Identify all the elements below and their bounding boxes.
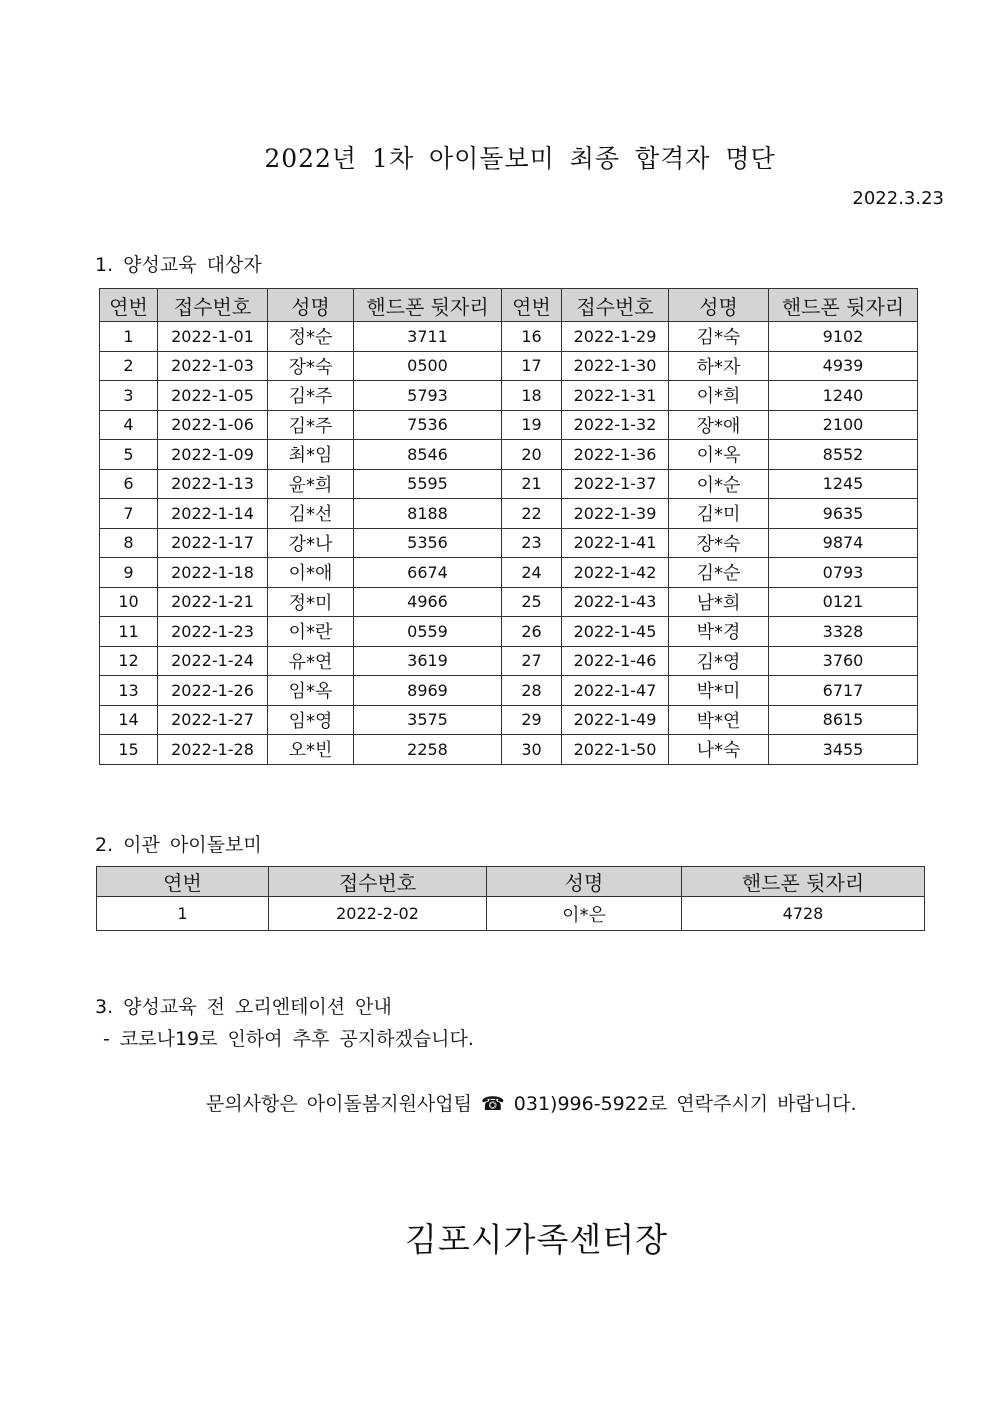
table-cell: 2022-1-39 [562,499,669,529]
table-cell: 이*란 [268,617,354,647]
table-cell: 이*옥 [669,440,769,470]
column-header: 성명 [268,289,354,322]
table-cell: 2022-1-28 [158,735,268,765]
table-cell: 정*미 [268,587,354,617]
table-cell: 장*숙 [669,528,769,558]
table-cell: 장*숙 [268,351,354,381]
table-cell: 3575 [354,705,502,735]
table-cell: 7 [100,499,158,529]
table-cell: 5356 [354,528,502,558]
table-cell: 0559 [354,617,502,647]
table-cell: 1 [100,322,158,352]
table-cell: 4728 [682,897,925,931]
table-cell: 0500 [354,351,502,381]
table-row [100,705,918,735]
table-cell: 2022-1-21 [158,587,268,617]
table-cell: 김*순 [669,558,769,588]
table-cell: 14 [100,705,158,735]
table-cell: 최*임 [268,440,354,470]
table-row [100,499,918,529]
table-cell: 5 [100,440,158,470]
table-cell: 5595 [354,469,502,499]
table-cell: 2022-1-13 [158,469,268,499]
table-cell: 7536 [354,410,502,440]
table-row [100,410,918,440]
section1-heading: 1. 양성교육 대상자 [95,254,262,276]
table-cell: 2022-1-29 [562,322,669,352]
phone-icon: ☎ [481,1093,505,1115]
column-header: 연번 [97,867,269,897]
table-cell: 21 [502,469,562,499]
table-cell: 22 [502,499,562,529]
table-cell: 2100 [769,410,918,440]
column-header: 성명 [669,289,769,322]
table-row [100,351,918,381]
table-cell: 9635 [769,499,918,529]
table-cell: 이*순 [669,469,769,499]
table-cell: 0121 [769,587,918,617]
table-cell: 2022-1-18 [158,558,268,588]
table-cell: 남*희 [669,587,769,617]
table-cell: 8546 [354,440,502,470]
table-cell: 2022-1-03 [158,351,268,381]
table-cell: 19 [502,410,562,440]
column-header: 접수번호 [562,289,669,322]
contact-line [206,1089,857,1116]
table-cell: 임*영 [268,705,354,735]
table-cell: 8552 [769,440,918,470]
table-row [100,469,918,499]
table-row [100,617,918,647]
table-cell: 2022-1-31 [562,381,669,411]
table-cell: 박*미 [669,676,769,706]
table-cell: 2022-1-27 [158,705,268,735]
table-cell: 4966 [354,587,502,617]
table-cell: 강*나 [268,528,354,558]
table-cell: 이*희 [669,381,769,411]
table-cell: 2022-1-05 [158,381,268,411]
table-cell: 2022-1-43 [562,587,669,617]
table-cell: 30 [502,735,562,765]
table-cell: 2022-1-09 [158,440,268,470]
table-cell: 2258 [354,735,502,765]
table-row [100,676,918,706]
table-cell: 하*자 [669,351,769,381]
table-row [100,322,918,352]
table-cell: 18 [502,381,562,411]
table-cell: 16 [502,322,562,352]
table-cell: 김*영 [669,646,769,676]
table-cell: 28 [502,676,562,706]
table-cell: 17 [502,351,562,381]
table-cell: 25 [502,587,562,617]
table-cell: 5793 [354,381,502,411]
table-cell: 26 [502,617,562,647]
table-cell: 9 [100,558,158,588]
table-cell: 2022-1-17 [158,528,268,558]
table-cell: 나*숙 [669,735,769,765]
table-row [100,587,918,617]
table-cell: 29 [502,705,562,735]
table-cell: 3711 [354,322,502,352]
section2-heading: 2. 이관 아이돌보미 [95,834,262,856]
table-cell: 박*연 [669,705,769,735]
table-cell: 장*애 [669,410,769,440]
contact-prefix: 문의사항은 아이돌봄지원사업팀 [206,1093,472,1115]
document-date: 2022.3.23 [852,188,944,209]
table-cell: 4 [100,410,158,440]
table-cell: 11 [100,617,158,647]
column-header: 핸드폰 뒷자리 [354,289,502,322]
table-row [100,440,918,470]
table-cell: 2022-2-02 [269,897,487,931]
table-cell: 9874 [769,528,918,558]
trainee-table [99,288,918,765]
column-header: 성명 [487,867,682,897]
table-cell: 8969 [354,676,502,706]
section3-heading: 3. 양성교육 전 오리엔테이션 안내 [95,996,392,1018]
table-cell: 윤*희 [268,469,354,499]
table-cell: 3328 [769,617,918,647]
table-cell: 15 [100,735,158,765]
column-header: 연번 [502,289,562,322]
table-cell: 3619 [354,646,502,676]
table-cell: 27 [502,646,562,676]
table-cell: 23 [502,528,562,558]
table-cell: 1 [97,897,269,931]
table-cell: 1245 [769,469,918,499]
table-cell: 김*미 [669,499,769,529]
table-cell: 2022-1-23 [158,617,268,647]
table-cell: 2022-1-41 [562,528,669,558]
table-cell: 9102 [769,322,918,352]
table-cell: 3 [100,381,158,411]
table-cell: 4939 [769,351,918,381]
table-cell: 김*선 [268,499,354,529]
table-cell: 0793 [769,558,918,588]
table-cell: 2022-1-32 [562,410,669,440]
transfer-table [96,866,925,931]
table-cell: 2022-1-30 [562,351,669,381]
contact-suffix: 031)996-5922로 연락주시기 바랍니다. [513,1093,857,1115]
table-cell: 2022-1-01 [158,322,268,352]
table-cell: 6 [100,469,158,499]
table-cell: 2022-1-06 [158,410,268,440]
table-row [97,897,925,931]
table-cell: 8188 [354,499,502,529]
table-row [100,558,918,588]
table-cell: 2022-1-14 [158,499,268,529]
table-cell: 3455 [769,735,918,765]
table-cell: 2022-1-45 [562,617,669,647]
table-cell: 2022-1-49 [562,705,669,735]
table-cell: 6674 [354,558,502,588]
table-cell: 2022-1-47 [562,676,669,706]
document-title: 2022년 1차 아이돌보미 최종 합격자 명단 [264,144,776,173]
table-cell: 김*주 [268,410,354,440]
column-header: 연번 [100,289,158,322]
table-cell: 2022-1-50 [562,735,669,765]
table-row [100,735,918,765]
table-cell: 8615 [769,705,918,735]
column-header: 핸드폰 뒷자리 [682,867,925,897]
table-cell: 정*순 [268,322,354,352]
signature: 김포시가족센터장 [405,1220,669,1259]
table-cell: 2022-1-36 [562,440,669,470]
section3-note: - 코로나19로 인하여 추후 공지하겠습니다. [103,1028,474,1050]
column-header: 핸드폰 뒷자리 [769,289,918,322]
table-cell: 1240 [769,381,918,411]
table-cell: 24 [502,558,562,588]
table-cell: 12 [100,646,158,676]
table-row [100,646,918,676]
table-cell: 박*경 [669,617,769,647]
table-cell: 2022-1-42 [562,558,669,588]
table-cell: 3760 [769,646,918,676]
table-cell: 이*애 [268,558,354,588]
column-header: 접수번호 [269,867,487,897]
table-cell: 2022-1-26 [158,676,268,706]
table-cell: 2022-1-24 [158,646,268,676]
table-cell: 13 [100,676,158,706]
table-cell: 8 [100,528,158,558]
table-cell: 김*주 [268,381,354,411]
table-cell: 이*은 [487,897,682,931]
table-cell: 2022-1-37 [562,469,669,499]
table-cell: 2022-1-46 [562,646,669,676]
table-cell: 6717 [769,676,918,706]
table-row [100,528,918,558]
table-row [100,381,918,411]
column-header: 접수번호 [158,289,268,322]
table-cell: 임*옥 [268,676,354,706]
table-cell: 김*숙 [669,322,769,352]
table-cell: 2 [100,351,158,381]
table-cell: 오*빈 [268,735,354,765]
table-cell: 20 [502,440,562,470]
table-cell: 유*연 [268,646,354,676]
table-cell: 10 [100,587,158,617]
